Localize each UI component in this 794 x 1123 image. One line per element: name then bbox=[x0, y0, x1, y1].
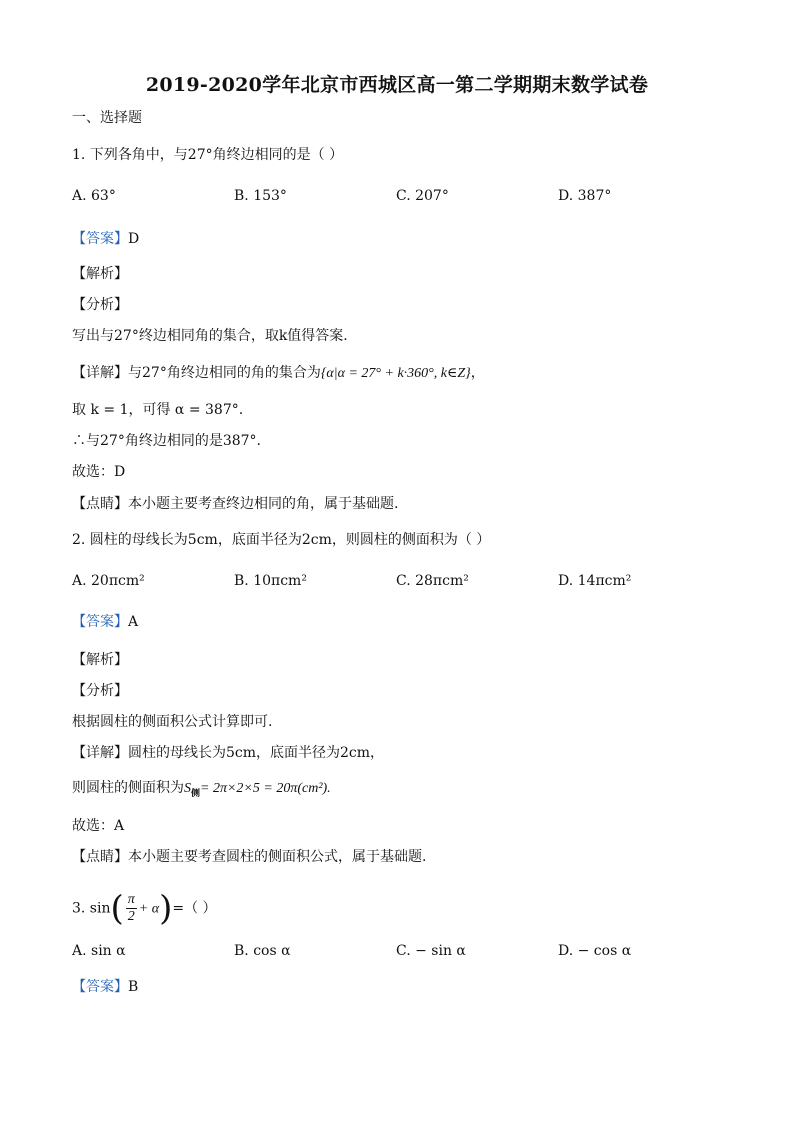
dianjing-text: 本小题主要考查圆柱的侧面积公式，属于基础题. bbox=[128, 849, 427, 865]
q1-xiangjie bbox=[72, 363, 485, 384]
fraction-denominator: 2 bbox=[127, 909, 135, 924]
q1-option-d: D. 387° bbox=[558, 188, 612, 204]
answer-tag: 【答案】 bbox=[72, 614, 128, 630]
q3-option-a: A. sin α bbox=[72, 943, 126, 959]
q3-option-b: B. cos α bbox=[234, 943, 291, 959]
calc-sub: 侧 bbox=[191, 789, 201, 799]
dianjing-tag: 【点睛】 bbox=[72, 496, 128, 512]
q3-stem-end: =（ ） bbox=[172, 900, 217, 917]
q2-option-c: C. 28πcm² bbox=[396, 573, 469, 589]
q1-analysis-tag: 【解析】 bbox=[72, 266, 128, 282]
q1-option-a: A. 63° bbox=[72, 188, 116, 204]
q2-answer bbox=[72, 612, 138, 632]
q2-calc bbox=[72, 778, 331, 804]
fraction-numerator: π bbox=[127, 892, 135, 907]
q2-choose: 故选：A bbox=[72, 818, 125, 834]
xiangjie-tag: 【详解】 bbox=[72, 365, 128, 381]
xiangjie-text: 圆柱的母线长为5cm，底面半径为2cm， bbox=[128, 745, 385, 761]
calc-prefix: 则圆柱的侧面积为 bbox=[72, 780, 184, 796]
q2-dianjing bbox=[72, 847, 426, 867]
q2-analysis-tag: 【解析】 bbox=[72, 652, 128, 668]
answer-value: A bbox=[128, 614, 139, 630]
q3-answer bbox=[72, 977, 138, 997]
xiangjie-text: 与27°角终边相同的角的集合为 bbox=[128, 365, 321, 381]
q1-option-b: B. 153° bbox=[234, 188, 287, 204]
answer-tag: 【答案】 bbox=[72, 231, 128, 247]
q3-stem-suffix: + α bbox=[138, 901, 160, 917]
q3-stem-prefix: 3. sin bbox=[72, 900, 111, 917]
dianjing-text: 本小题主要考查终边相同的角，属于基础题. bbox=[128, 496, 399, 512]
q1-fenxi-tag: 【分析】 bbox=[72, 297, 128, 313]
angle-set-formula: {α|α = 27° + k·360°, k∈Z} bbox=[320, 366, 471, 381]
q1-therefore: ∴与27°角终边相同的是387°. bbox=[72, 433, 261, 449]
q1-stem: 1. 下列各角中，与27°角终边相同的是（ ） bbox=[72, 147, 344, 163]
answer-value: B bbox=[128, 979, 139, 995]
right-paren-icon: ) bbox=[159, 888, 173, 929]
q2-fenxi-tag: 【分析】 bbox=[72, 683, 128, 699]
left-paren-icon: ( bbox=[110, 888, 124, 929]
page-title: 2019-2020学年北京市西城区高一第二学期期末数学试卷 bbox=[145, 74, 649, 96]
q1-fenxi-text: 写出与27°终边相同角的集合，取k值得答案. bbox=[72, 328, 348, 344]
q1-option-c: C. 207° bbox=[396, 188, 449, 204]
answer-value: D bbox=[128, 231, 140, 247]
answer-tag: 【答案】 bbox=[72, 979, 128, 995]
q1-dianjing bbox=[72, 494, 398, 514]
q2-stem: 2. 圆柱的母线长为5cm，底面半径为2cm，则圆柱的侧面积为（ ） bbox=[72, 532, 491, 548]
q1-take-k: 取 k = 1，可得 α = 387°. bbox=[72, 402, 244, 418]
q3-option-d: D. − cos α bbox=[558, 943, 632, 959]
xiangjie-tag: 【详解】 bbox=[72, 745, 128, 761]
dianjing-tag: 【点睛】 bbox=[72, 849, 128, 865]
q3-option-c: C. − sin α bbox=[396, 943, 466, 959]
xiangjie-end: ， bbox=[470, 365, 485, 381]
q1-answer bbox=[72, 229, 139, 249]
section-heading: 一、选择题 bbox=[72, 110, 142, 126]
q1-choose: 故选：D bbox=[72, 464, 126, 480]
q2-xiangjie bbox=[72, 743, 384, 763]
q3-stem bbox=[72, 888, 217, 929]
q2-option-b: B. 10πcm² bbox=[234, 573, 307, 589]
pi-over-two-fraction bbox=[126, 892, 137, 925]
calc-formula: = 2π×2×5 = 20π(cm²). bbox=[200, 781, 331, 796]
calc-s: S bbox=[184, 781, 191, 796]
q2-option-a: A. 20πcm² bbox=[72, 573, 145, 589]
q2-fenxi-text: 根据圆柱的侧面积公式计算即可. bbox=[72, 714, 273, 730]
q2-option-d: D. 14πcm² bbox=[558, 573, 632, 589]
